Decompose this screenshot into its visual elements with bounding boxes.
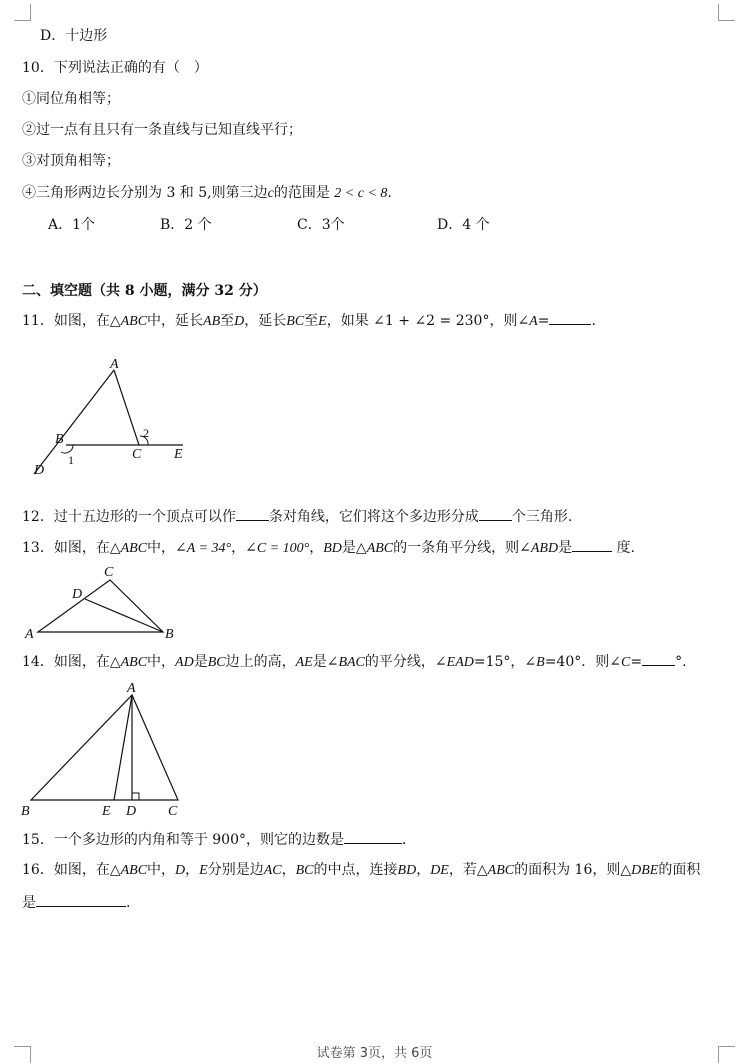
page-footer: 试卷第 3页，共 6页 xyxy=(316,1046,433,1061)
q14-text-f: 的平分线，∠ xyxy=(364,654,447,670)
q10-option-c: C．3个 xyxy=(297,217,345,233)
q14-label-b: B xyxy=(21,804,30,819)
q16-line2-text: 是 xyxy=(22,895,36,911)
corner-mark-top-right xyxy=(718,4,735,21)
q14-text-a: 14．如图，在△ xyxy=(22,654,121,670)
q13-text-f: 的一条角平分线，则 xyxy=(393,540,520,556)
q13-text-c: ， xyxy=(231,540,246,556)
q16-text-line2 xyxy=(22,893,130,912)
q14-right-angle-mark xyxy=(132,793,139,800)
q16-text-i: 的面积 xyxy=(658,862,701,878)
q13-text-e: 是 xyxy=(341,540,356,556)
q10-statement-4 xyxy=(22,184,392,203)
q16-text-h: 的面积为 16，则△ xyxy=(514,862,632,878)
q15-text-a: 15．一个多边形的内角和等于 900°，则它的边数是 xyxy=(22,832,344,848)
q14-label-d: D xyxy=(126,804,137,819)
q10-option-d: D．4 个 xyxy=(437,217,490,233)
q10-statement-2: ②过一点有且只有一条直线与已知直线平行； xyxy=(22,122,302,138)
q11-text-f: 至 xyxy=(304,313,319,329)
q14-text-e: 是∠ xyxy=(312,654,339,670)
q10-s4-text-a: ④三角形两边长分别为 3 和 5,则第三边 xyxy=(22,185,268,201)
q14-abc: ABC xyxy=(120,655,148,670)
q13-bisector-bd xyxy=(85,599,163,632)
q16-text-a: 16．如图，在△ xyxy=(22,862,121,878)
q13-label-c: C xyxy=(104,565,114,580)
q13-label-d: D xyxy=(72,587,83,602)
q14-ead: EAD xyxy=(446,655,474,670)
q13-label-b: B xyxy=(165,627,174,642)
q13-label-a: A xyxy=(25,627,34,642)
q14-label-a: A xyxy=(127,681,136,696)
q10-s4-text-b: 的范围是 xyxy=(273,185,330,201)
q14-ad: AD xyxy=(175,655,194,670)
q10-stem: 10．下列说法正确的有（ ） xyxy=(22,60,208,76)
q11-text xyxy=(22,311,596,331)
q13-angle-c: ∠C = 100° xyxy=(245,541,310,556)
q11-answer-blank[interactable] xyxy=(549,311,591,325)
q11-label-c: C xyxy=(132,447,142,462)
q16-dbe: DBE xyxy=(631,863,659,878)
q14-answer-blank[interactable] xyxy=(642,652,675,666)
q16-abc: ABC xyxy=(120,863,148,878)
q11-ab: AB xyxy=(203,314,221,329)
q13-bd: BD xyxy=(323,541,342,556)
q14-label-e: E xyxy=(102,804,111,819)
q11-point-e: E xyxy=(318,314,327,329)
section2-title: 二、填空题（共 8 小题，满分 32 分） xyxy=(22,283,267,299)
q11-text-b: 中，延长 xyxy=(147,313,204,329)
q12-text-c: 个三角形. xyxy=(511,509,573,525)
q16-comma-3: ， xyxy=(416,862,431,878)
q11-text-c: 至 xyxy=(220,313,235,329)
q16-point-e: E xyxy=(199,863,208,878)
q11-figure xyxy=(28,352,193,478)
q13-text-d: ， xyxy=(309,540,324,556)
q16-text-b: 中， xyxy=(147,862,176,878)
q10-s4-end: . xyxy=(387,185,392,201)
q9-option-d: D．十边形 xyxy=(40,28,108,44)
q16-de: DE xyxy=(430,863,449,878)
q15-answer-blank[interactable] xyxy=(344,830,402,844)
q13-text xyxy=(22,538,635,558)
q12-text-a: 12．过十五边形的一个顶点可以作 xyxy=(22,509,236,525)
q14-ae: AE xyxy=(295,655,313,670)
q14-text-d: 边上的高， xyxy=(225,654,296,670)
q14-text-c: 是 xyxy=(193,654,208,670)
q16-comma-2: ， xyxy=(281,862,296,878)
q16-bc: BC xyxy=(295,863,314,878)
q14-equals: = xyxy=(630,654,643,670)
q10-option-a: A．1个 xyxy=(48,217,96,233)
q14-text-g: =15°，∠ xyxy=(473,654,537,670)
q14-point-c: C xyxy=(620,655,631,670)
q11-equals: = xyxy=(537,313,550,329)
q16-ac: AC xyxy=(263,863,282,878)
q11-point-d: D xyxy=(234,314,245,329)
q13-angle-abd: ∠ABD xyxy=(519,541,559,556)
q16-end: . xyxy=(126,895,131,911)
q15-end: . xyxy=(402,832,407,848)
q16-comma: ， xyxy=(185,862,200,878)
q10-statement-1: ①同位角相等； xyxy=(22,91,120,107)
q11-text-a: 11．如图，在 xyxy=(22,313,110,329)
q12-text-b: 条对角线，它们将这个多边形分成 xyxy=(268,509,479,525)
q12-text xyxy=(22,507,572,526)
q14-bac: BAC xyxy=(338,655,365,670)
q11-label-b: B xyxy=(55,432,64,447)
q11-label-e: E xyxy=(174,447,183,462)
q12-answer-blank-2[interactable] xyxy=(479,507,512,521)
q10-s4-inequality: 2 < c < 8 xyxy=(334,186,388,201)
q16-text-f: 的中点，连接 xyxy=(313,862,398,878)
q14-triangle-shape xyxy=(31,695,178,800)
q13-triangle-2: △ABC xyxy=(355,541,394,556)
q11-label-1: 1 xyxy=(68,453,74,467)
q11-label-a: A xyxy=(110,357,119,372)
q14-text-b: 中， xyxy=(147,654,176,670)
q15-text xyxy=(22,830,406,849)
q11-label-2: 2 xyxy=(143,426,149,440)
q13-text-g: 是 xyxy=(558,540,573,556)
q10-option-b: B．2 个 xyxy=(160,217,212,233)
q11-label-d: D xyxy=(34,463,45,478)
q14-end: °. xyxy=(675,654,687,670)
q13-text-h: 度. xyxy=(616,540,635,556)
q16-abc-2: ABC xyxy=(487,863,515,878)
q13-text-a: 13．如图，在 xyxy=(22,540,110,556)
q13-triangle: △ABC xyxy=(109,541,148,556)
q13-text-b: 中， xyxy=(147,540,176,556)
q11-line-ad xyxy=(34,370,114,474)
q16-bd: BD xyxy=(397,863,417,878)
q11-end: . xyxy=(591,313,596,329)
q11-text-g: ，如果 ∠1 + ∠2 = 230°，则 xyxy=(326,313,518,329)
q11-text-e: ，延长 xyxy=(244,313,287,329)
q14-point-b: B xyxy=(536,655,545,670)
q14-bc: BC xyxy=(207,655,226,670)
q14-label-c: C xyxy=(168,804,178,819)
q16-point-d: D xyxy=(175,863,186,878)
q13-figure xyxy=(20,562,180,642)
q10-s4-c: c xyxy=(267,186,274,201)
q11-line-ac xyxy=(114,370,139,445)
corner-mark-top-left xyxy=(14,4,31,21)
q14-text xyxy=(22,652,687,672)
q13-angle-a: ∠A = 34° xyxy=(175,541,232,556)
q16-text-line1 xyxy=(22,861,700,880)
q16-text-g: ，若△ xyxy=(448,862,488,878)
q11-triangle: △ABC xyxy=(109,314,148,329)
q14-text-h: =40°．则∠ xyxy=(544,654,621,670)
q12-answer-blank-1[interactable] xyxy=(236,507,269,521)
q13-answer-blank[interactable] xyxy=(572,538,612,552)
q16-answer-blank[interactable] xyxy=(36,893,126,907)
q16-text-c: 分别是边 xyxy=(207,862,264,878)
q11-angle-a: ∠A xyxy=(517,314,538,329)
q11-bc: BC xyxy=(286,314,305,329)
q14-figure xyxy=(16,676,192,820)
q10-statement-3: ③对顶角相等； xyxy=(22,153,120,169)
